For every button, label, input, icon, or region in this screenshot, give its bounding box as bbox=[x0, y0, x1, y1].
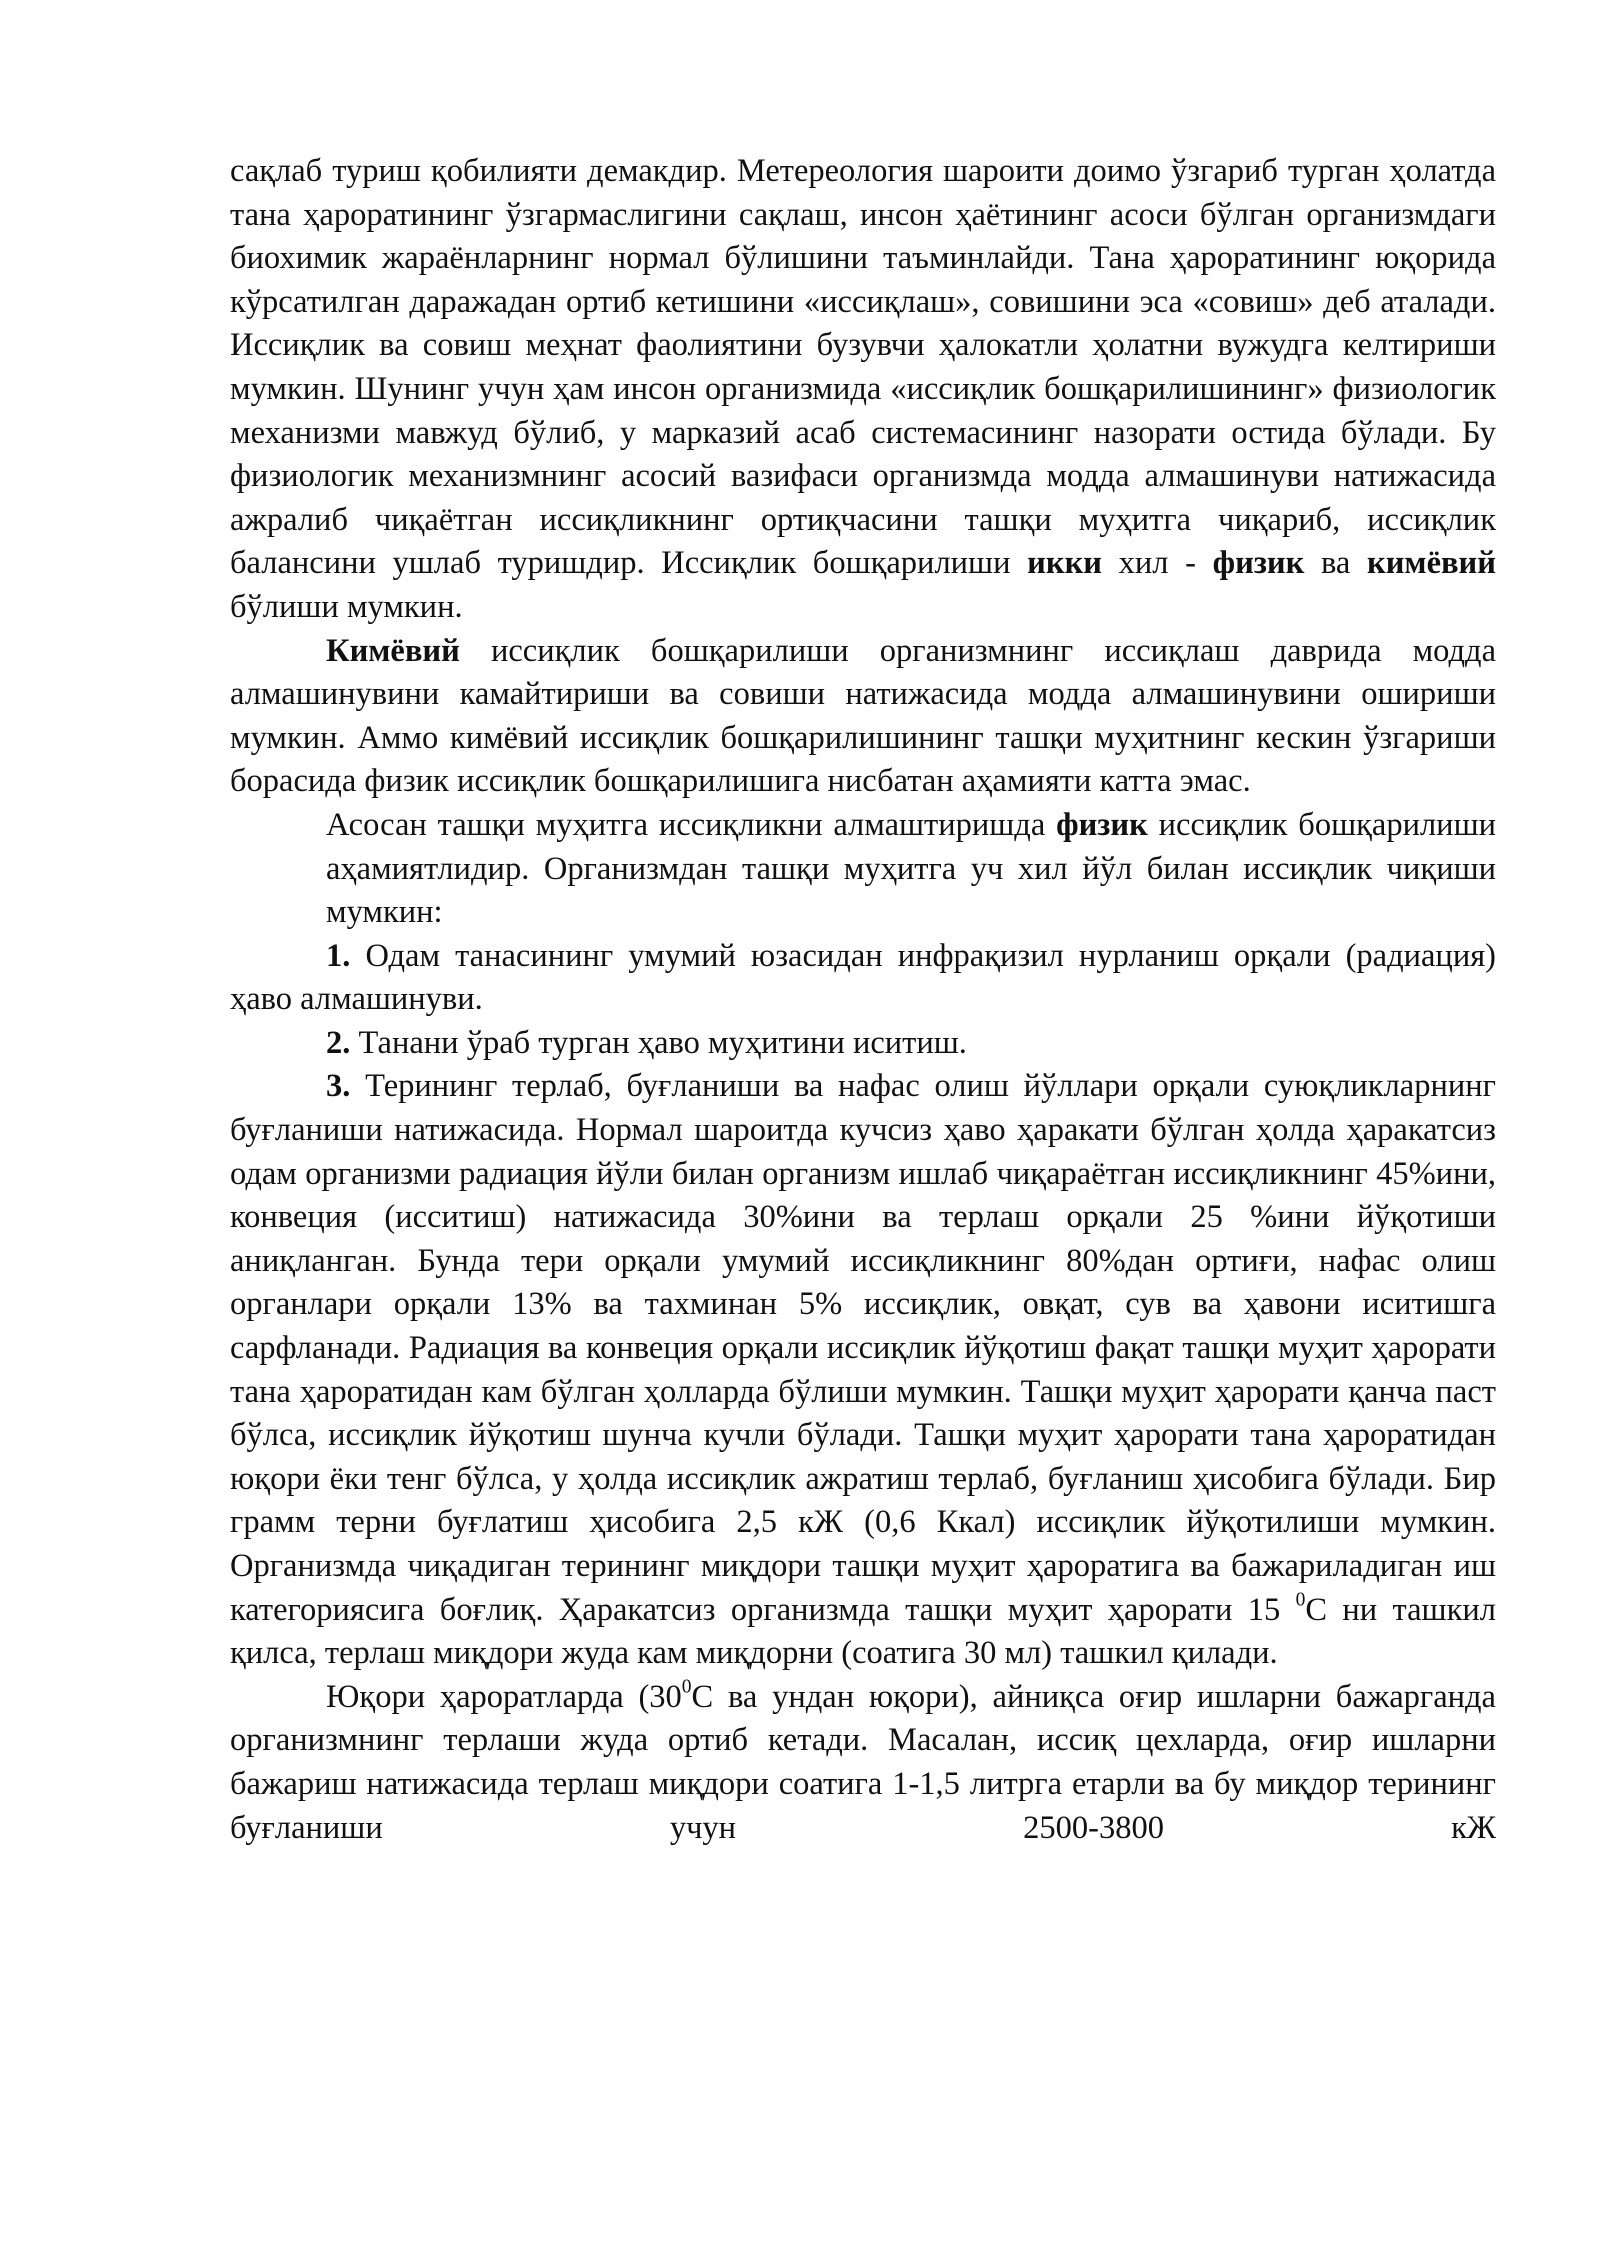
paragraph-physical-regulation bbox=[230, 804, 1496, 935]
paragraph-high-temperature bbox=[230, 1676, 1496, 1850]
bold-term-physical: физик bbox=[1056, 806, 1148, 843]
paragraph-text: сақлаб туриш қобилияти демакдир. Метереология шароити доимо ўзгариб турган ҳолатда тана ҳароратининг ўзгармаслигини сақлаш, инсон ҳаётининг асоси бўлган организмдаги биохимик жараёнларнинг нормал бўлишини таъминлайди. Тана ҳароратининг юқорида кўрсатилган даражадан ортиб кетишини «иссиқлаш», совишини эса «совиш» деб аталади. Иссиқлик ва совиш меҳнат фаолиятини бузувчи ҳалокатли ҳолатни вужудга келтириши мумкин. Шунинг учун ҳам инсон организмида «иссиқлик бошқарилишининг» физиологик механизми мавжуд бўлиб, у марказий асаб системасининг назорати остида бўлади. Бу физиологик механизмнинг асосий вазифаси организмда модда алмашинуви натижасида ажралиб чиқаётган иссиқликнинг ортиқчасини ташқи муҳитга чиқариб, иссиқлик балансини ушлаб туришдир. Иссиқлик бошқарилиши bbox=[230, 153, 1496, 582]
list-item-evaporation bbox=[230, 1065, 1496, 1675]
paragraph-text: С ва ундан юқори), айниқса оғир ишларни бажарганда организмнинг терлаши жуда ортиб кетади. Масалан, иссиқ цехларда, оғир ишларни бажариш натижасида терлаш миқдори соатига 1-1,5 литрга етарли ва бу миқдор терининг буғланиши учун 2500-3800 кЖ bbox=[230, 1678, 1496, 1846]
paragraph-text: иссиқлик бошқарилиши организмнинг иссиқлаш даврида модда алмашинувини камайтириши ва совиши натижасида модда алмашинувини ошириши мумкин. Аммо кимёвий иссиқлик бошқарилишининг ташқи муҳитнинг кескин ўзгариши борасида физик иссиқлик бошқарилишига нисбатан аҳамияти катта эмас. bbox=[230, 632, 1496, 800]
bold-term-chemical: кимёвий bbox=[1366, 545, 1497, 582]
paragraph-text: бўлиши мумкин. bbox=[230, 588, 463, 625]
bold-term-chemical: Кимёвий bbox=[326, 632, 460, 669]
paragraph-chemical-regulation bbox=[230, 630, 1496, 804]
bold-term-two: икки bbox=[1027, 545, 1103, 582]
list-item-radiation bbox=[230, 935, 1496, 1022]
paragraph-text: ва bbox=[1304, 545, 1367, 582]
paragraph-text: Асосан ташқи муҳитга иссиқликни алмаштиришда bbox=[326, 806, 1057, 843]
list-number: 1. bbox=[326, 937, 351, 974]
degree-superscript: 0 bbox=[1295, 1588, 1306, 1610]
paragraph-thermoregulation-intro bbox=[230, 150, 1496, 630]
paragraph-text: Танани ўраб турган ҳаво муҳитини иситиш. bbox=[350, 1024, 967, 1061]
list-number: 2. bbox=[326, 1024, 351, 1061]
paragraph-text: иссиқлик бошқарилиши аҳамиятлидир. Организмдан ташқи муҳитга уч хил йўл билан иссиқлик чиқиши мумкин: bbox=[326, 806, 1496, 931]
paragraph-text: хил - bbox=[1102, 545, 1213, 582]
paragraph-text: Терининг терлаб, буғланиши ва нафас олиш йўллари орқали суюқликларнинг буғланиши натижасида. Нормал шароитда кучсиз ҳаво ҳаракати бўлган ҳолда ҳаракатсиз одам организми радиация йўли билан организм ишлаб чиқараётган иссиқликнинг 45%ини, конвеция (исситиш) натижасида 30%ини ва терлаш орқали 25 %ини йўқотиши аниқланган. Бунда тери орқали умумий иссиқликнинг 80%дан ортиғи, нафас олиш органлари орқали 13% ва тахминан 5% иссиқлик, овқат, сув ва ҳавони иситишга сарфланади. Радиация ва конвеция орқали иссиқлик йўқотиш фақат ташқи муҳит ҳарорати тана ҳароратидан кам бўлган ҳолларда бўлиши мумкин. Ташқи муҳит ҳарорати қанча паст бўлса, иссиқлик йўқотиш шунча кучли бўлади. Ташқи муҳит ҳарорати тана ҳароратидан юқори ёки тенг бўлса, у ҳолда иссиқлик ажратиш терлаб, буғланиш ҳисобига бўлади. Бир грамм терни буғлатиш ҳисобига 2,5 кЖ (0,6 Ккал) иссиқлик йўқотилиши мумкин. Организмда чиқадиган терининг миқдори ташқи муҳит ҳароратига ва бажариладиган иш категориясига боғлиқ. Ҳаракатсиз организмда ташқи муҳит ҳарорати 15 bbox=[230, 1068, 1496, 1628]
degree-superscript: 0 bbox=[681, 1676, 692, 1698]
document-page bbox=[230, 150, 1496, 1850]
list-item-convection bbox=[230, 1022, 1496, 1066]
paragraph-text: С ни ташкил қилса, терлаш миқдори жуда кам миқдорни (соатига 30 мл) ташкил қилади. bbox=[230, 1591, 1496, 1672]
bold-term-physical: физик bbox=[1212, 545, 1305, 582]
paragraph-text: Одам танасининг умумий юзасидан инфрақизил нурланиш орқали (радиация) ҳаво алмашинуви. bbox=[230, 937, 1496, 1018]
paragraph-text: Юқори ҳароратларда (30 bbox=[326, 1678, 682, 1715]
list-number: 3. bbox=[326, 1068, 351, 1105]
